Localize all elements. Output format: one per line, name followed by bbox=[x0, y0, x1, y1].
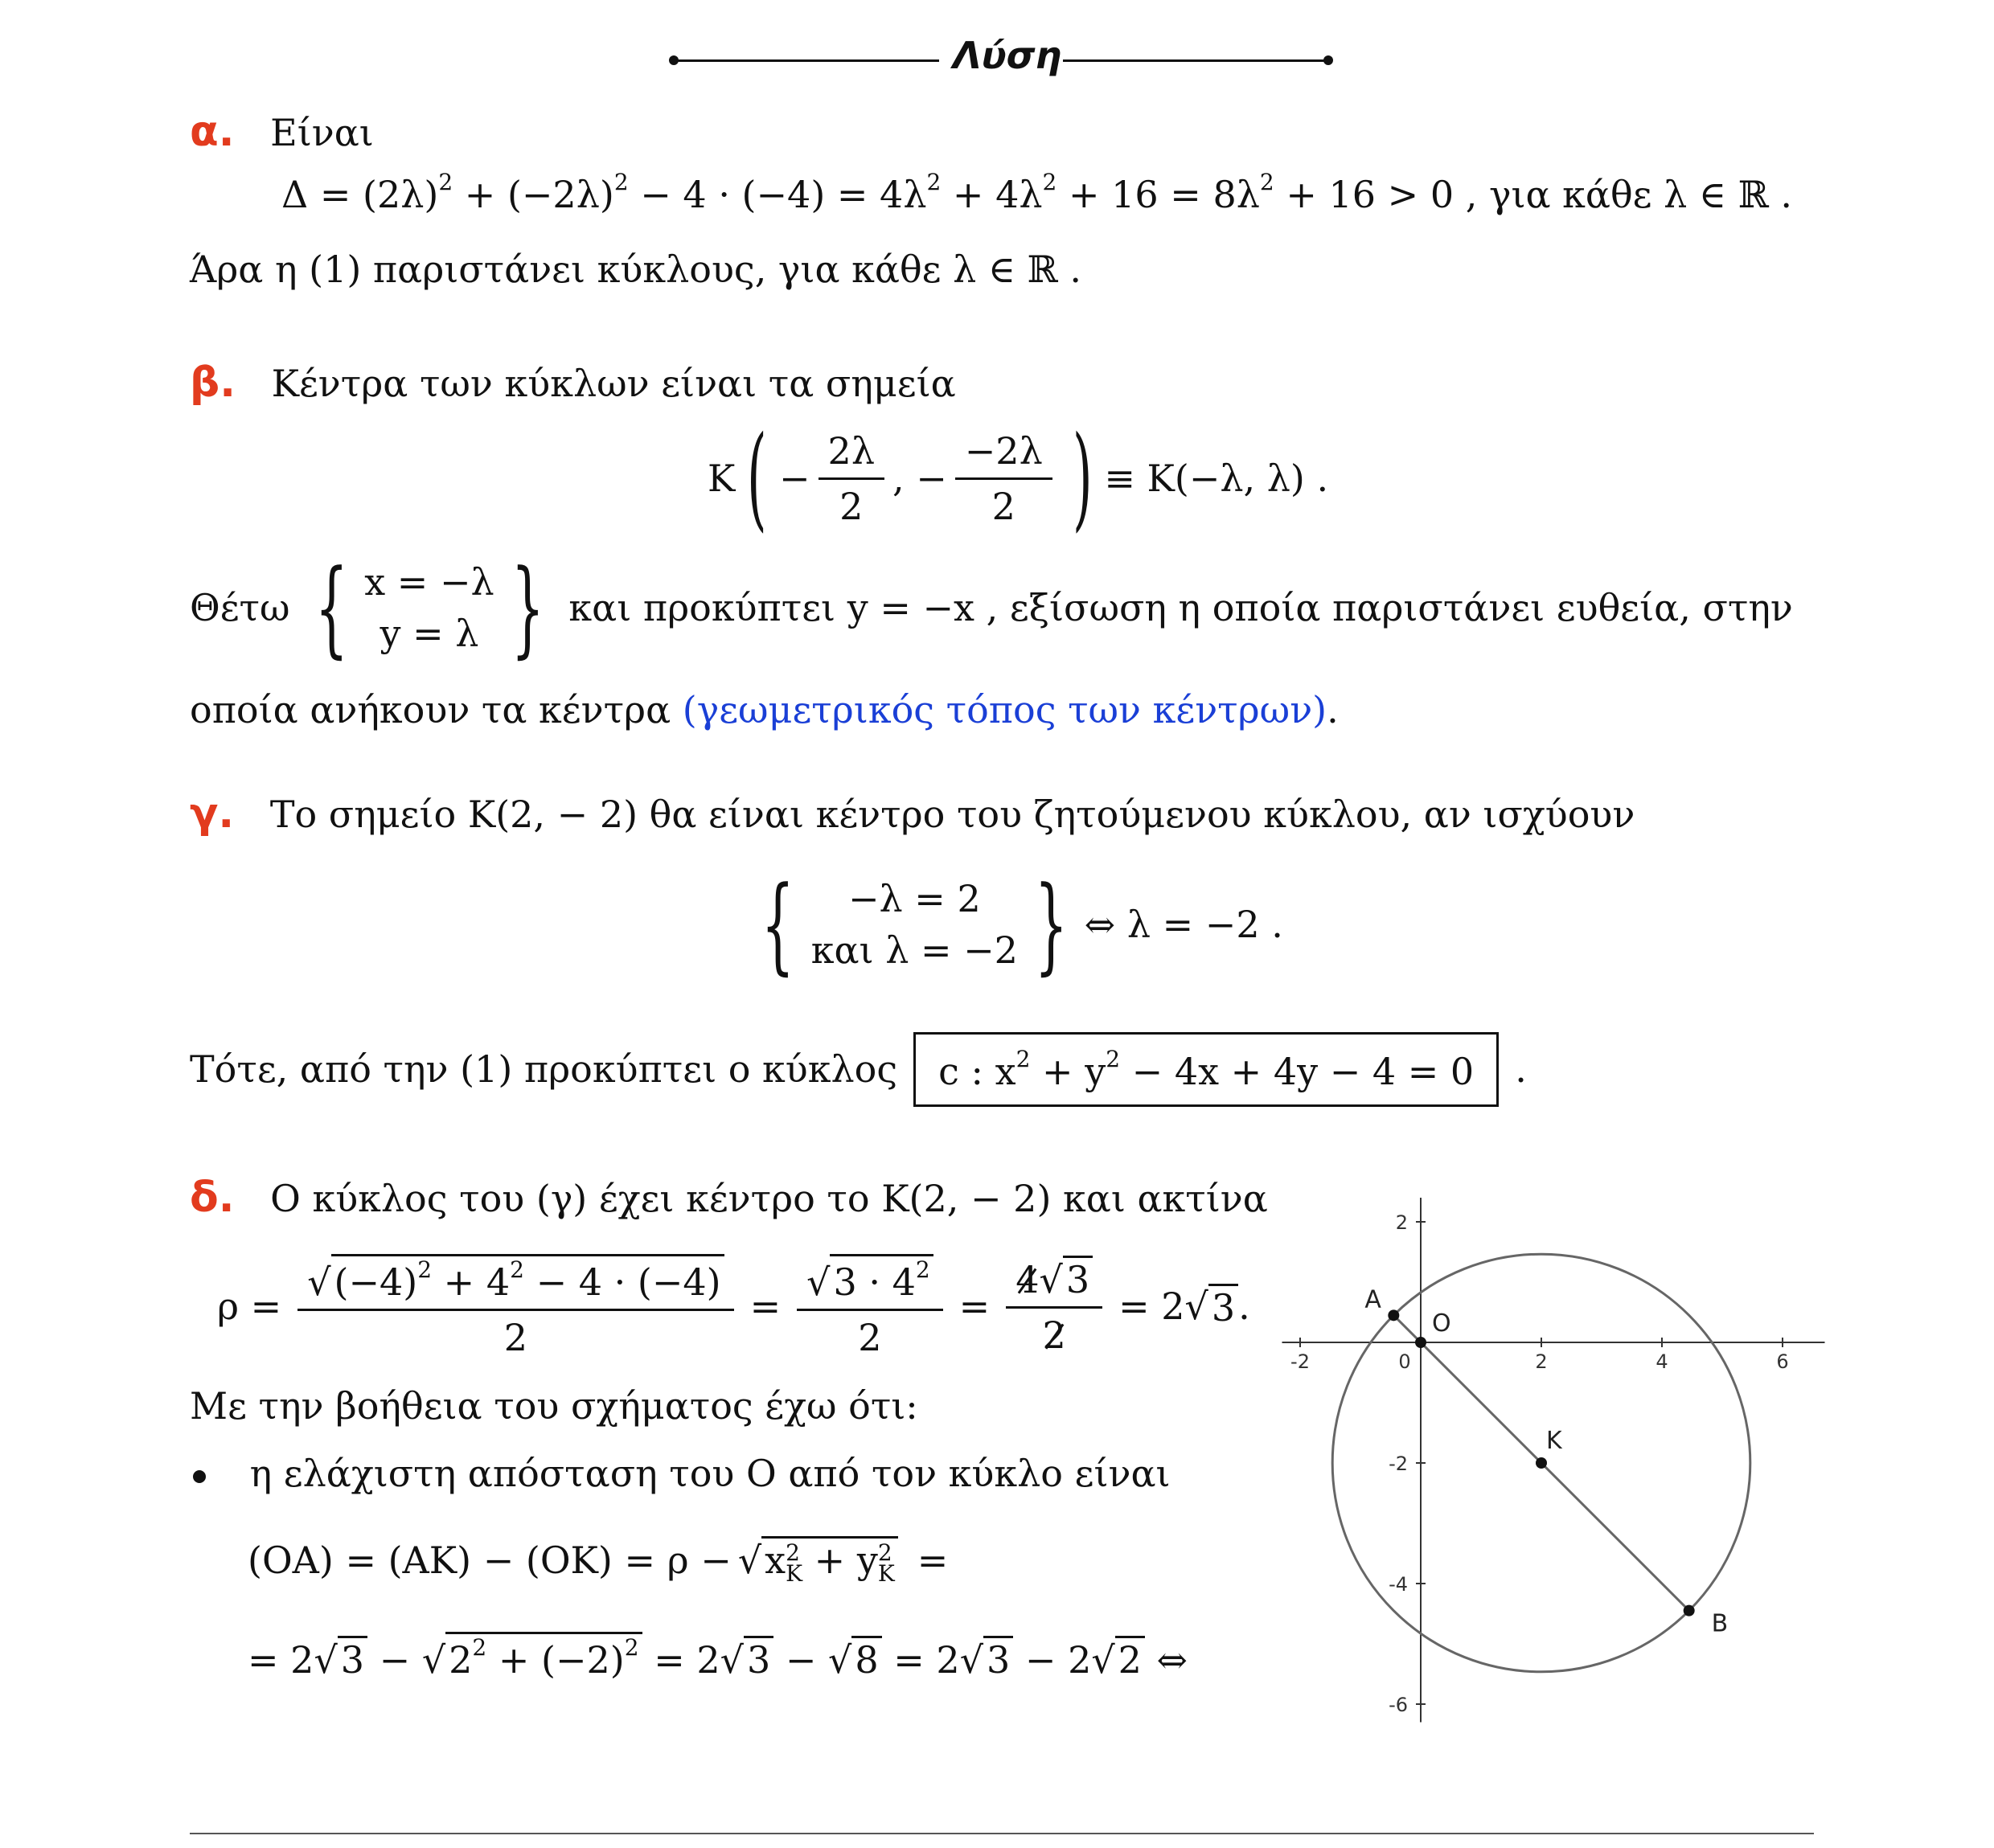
part-c-system: { −λ = 2 και λ = −2 } ⇔ λ = −2 . bbox=[761, 863, 1283, 985]
point-label-K: K bbox=[1546, 1427, 1562, 1455]
point-label-A: A bbox=[1364, 1285, 1381, 1314]
y-tick-label: -2 bbox=[1389, 1453, 1408, 1475]
header-line-left bbox=[674, 59, 939, 62]
part-a-equation: $\Delta = (2\lambda)^2 + (-2\lambda)^2 - 4 \cdot (-4) = 4\lambda^2 + 4\lambda^2 + 16 = 8\lambda^2 + 16 > 0$ , για κάθε λ ∈ ℝ . bbox=[281, 169, 1793, 216]
part-a-intro: Είναι bbox=[270, 111, 374, 154]
x-tick-label: -2 bbox=[1290, 1350, 1310, 1373]
circle-figure bbox=[1278, 1190, 1825, 1736]
part-b-substitution: Θέτω { x = −λ y = λ } και προκύπτει y = −x , εξίσωση η οποία παριστάνει ευθεία, στην bbox=[190, 547, 1793, 669]
point-O bbox=[1415, 1337, 1426, 1348]
bullet-dot bbox=[193, 1470, 206, 1483]
part-b-line2: οποία ανήκουν τα κέντρα (γεωμετρικός τόπος των κέντρων). bbox=[190, 688, 1339, 731]
part-d-intro: Ο κύκλος του (γ) έχει κέντρο το K(2, − 2) και ακτίνα bbox=[270, 1177, 1268, 1220]
part-a-conclusion: Άρα η (1) παριστάνει κύκλους, για κάθε λ ∈ ℝ . bbox=[190, 248, 1082, 291]
header-title: Λύση bbox=[953, 34, 1062, 77]
part-c-circle: Τότε, από την (1) προκύπτει ο κύκλος c : $x^2 + y^2 - 4x + 4y - 4 = 0$ . bbox=[190, 1037, 1527, 1101]
point-B bbox=[1684, 1605, 1695, 1616]
x-tick-label: 2 bbox=[1535, 1350, 1548, 1373]
part-d-bullet-item: η ελάχιστη απόσταση του O από τον κύκλο είναι bbox=[193, 1452, 1171, 1495]
part-b-label: β. bbox=[190, 359, 236, 407]
part-a-label: α. bbox=[190, 108, 235, 156]
x-tick-label: 0 bbox=[1398, 1350, 1411, 1373]
boxed-circle-equation: c : $x^2 + y^2 - 4x + 4y - 4 = 0$ bbox=[913, 1032, 1499, 1107]
y-tick-label: -4 bbox=[1389, 1573, 1408, 1596]
part-d-radius: ρ = $\frac{√(-4)^2 + 4^2 - 4 \cdot (-4)}{2}$ = $\frac{√3 \cdot 4^2}{2}$ = $\frac{4√3}{2}$ = 2 √ 3 . bbox=[217, 1246, 1250, 1367]
x-tick-label: 6 bbox=[1776, 1350, 1789, 1373]
point-label-B: B bbox=[1711, 1609, 1729, 1638]
part-d-line1: (OA) = (AK) − (OK) = ρ − √x 2 K + y 2 K = bbox=[248, 1524, 948, 1596]
part-c-label: γ. bbox=[190, 789, 235, 838]
part-c-intro: Το σημείο K(2, − 2) θα είναι κέντρο του ζητούμενου κύκλου, αν ισχύουν bbox=[269, 793, 1635, 836]
part-d-label: δ. bbox=[190, 1174, 235, 1222]
part-d-line2: = $2√3 - √2^2 + (-2)^2 = 2√3 - √8 = 2√3 - 2√2$ ⇔ bbox=[248, 1632, 1188, 1682]
footer-rule bbox=[190, 1833, 1814, 1834]
point-label-O: O bbox=[1432, 1309, 1451, 1338]
header-line-right bbox=[1063, 59, 1328, 62]
point-A bbox=[1388, 1309, 1399, 1321]
y-tick-label: 2 bbox=[1395, 1211, 1408, 1234]
part-b-intro: Κέντρα των κύκλων είναι τα σημεία bbox=[271, 362, 956, 405]
locus-note: (γεωμετρικός τόπος των κέντρων) bbox=[682, 688, 1327, 731]
x-tick-label: 4 bbox=[1656, 1350, 1668, 1373]
part-b-center-formula: K ( − $\frac{2\lambda}{2}$ , − $\frac{-2\lambda}{2}$ ) ≡ K(−λ, λ) . bbox=[708, 412, 1329, 543]
y-tick-label: -6 bbox=[1389, 1694, 1408, 1716]
header-dot-left bbox=[669, 55, 679, 65]
part-d-help: Με την βοήθεια του σχήματος έχω ότι: bbox=[190, 1384, 918, 1428]
point-K bbox=[1536, 1457, 1547, 1469]
header-dot-right bbox=[1323, 55, 1333, 65]
